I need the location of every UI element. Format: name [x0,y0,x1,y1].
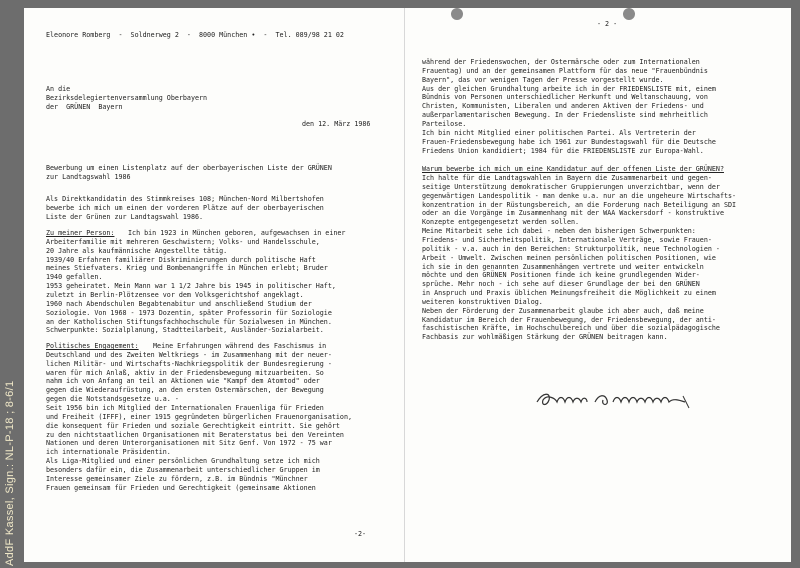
letter-date: den 12. März 1986 [302,120,371,128]
text-line: die konsequent für Frieden und soziale Gerechtigkeit eintritt. Sie gehört [46,421,340,430]
text-line: gegenwärtigen Landespolitik - man denke u.a. nur an die ungeheure Wirtschafts- [422,191,737,200]
text-line: Friedens Union kandidiert; 1984 für die FRIEDENSLISTE zur Europa-Wahl. [422,146,704,155]
text-line: lichen Militär- und Wirtschafts-Nachkriegspolitik der Bundesregierung - [46,359,332,368]
text-line: waren für mich Anlaß, aktiv in der Friedensbewegung mitzuarbeiten. So [46,368,324,377]
engagement-heading: Politisches Engagement: [46,342,139,350]
text-line: bewerbe ich mich um einen der vorderen Plätze auf der oberbayerischen [46,203,324,212]
text-line: Als Liga-Mitglied und einer persönlichen Grundhaltung setze ich mich [46,457,320,466]
text-line: Kandidatur im Bereich der Frauenbewegung, der Friedensbewegung, der anti- [422,315,716,324]
text-line: möchte und den GRÜNEN Positionen finde ich keine grundlegenden Wider- [422,271,700,280]
text-line: Schwerpunkte: Sozialplanung, Stadtteilarbeit, Ausländer-Sozialarbeit. [46,326,324,335]
text-line: 1953 geheiratet. Mein Mann war 1 1/2 Jahre bis 1945 in politischer Haft, [46,282,336,291]
text-line: konzentration in der Rüstungsbereich, an die Forderung nach Beteiligung an SDI [422,200,737,209]
text-line: Bayern", das vor wenigen Tagen der Presse vorgestellt wurde. [422,75,664,84]
text-line: Meine Erfahrungen während des Faschismus in [149,342,327,350]
punch-hole [623,8,635,20]
text-line: Ich bin 1923 in München geboren, aufgewachsen in einer [124,229,346,237]
right-page [404,8,791,562]
page-number-top: - 2 - [597,20,618,28]
text-line: Frauen-Friedensbewegung habe ich 1961 zur Bundestagswahl für die Deutsche [422,137,716,146]
text-line: Christen, Kommunisten, Liberalen und anderen Aktiven der Friedens- und [422,102,704,111]
text-line: außerparlamentarischen Bewegung. In der Friedensliste sind mehrheitlich [422,111,708,120]
text-line: Parteilose. [422,119,467,128]
text-line: Aus der gleichen Grundhaltung arbeite ich in der FRIEDENSLISTE mit, einem [422,84,716,93]
text-line: Konzepte entgegengesetzt werden sollen. [422,218,580,227]
address-line: An die [46,85,71,93]
text-line: Ich bin nicht Mitglied einer politischen Partei. Als Vertreterin der [422,128,696,137]
text-line: Fachbasis zur wohlmäßigen Stärkung der GRÜNEN beitragen kann. [422,333,668,342]
subject-line: zur Landtagswahl 1986 [46,173,131,181]
text-line: ich sie in den genannten Zusammenhängen vertrete und weiter entwickeln [422,262,704,271]
text-line: Soziologie. Von 1968 - 1973 Dozentin, später Professorin für Soziologie [46,308,332,317]
text-line: Deutschland und des Zweiten Weltkriegs - im Zusammenhang mit der neuer- [46,350,332,359]
text-line: Bündnis von Personen unterschiedlicher Herkunft und Weltanschauung, von [422,93,708,102]
subject-line: Bewerbung um einen Listenplatz auf der oberbayerischen Liste der GRÜNEN [46,164,332,172]
archive-stamp: AddF Kassel, Sign.: NL-P-18 ; 8-6/1 [4,380,16,566]
text-line: faschistischen Kräfte, im Hochschulbereich und über die sozialpädagogische [422,324,720,333]
punch-hole [451,8,463,20]
text-line: Interesse gemeinsamer Ziele zu fördern, z.B. im Bündnis "Münchner [46,474,308,483]
text-line: und Freiheit (IFFF), einer 1915 gegründeten bürgerlichen Frauenorganisation, [46,412,352,421]
text-line: politik - v.a. auch in den Bereichen: Strukturpolitik, neue Technologien - [422,244,720,253]
text-line: 20 Jahre als kaufmännische Angestellte tätig. [46,246,228,255]
page-number: -2- [354,530,367,538]
letterhead: Eleonore Romberg - Soldnerweg 2 - 8000 München • - Tel. 089/98 21 02 [46,31,344,39]
text-line: meines Stiefvaters. Krieg und Bombenangriffe in München erlebt; Bruder [46,264,328,273]
text-line: Frauen gemeinsam für Frieden und Gerechtigkeit (gemeinsame Aktionen [46,483,316,492]
address-line: Bezirksdelegiertenversammlung Oberbayern [46,94,208,102]
text-line: zuletzt in Berlin-Plötzensee vor dem Volksgerichtshof angeklagt. [46,290,304,299]
text-line: 1960 nach Abendschulen Begabtenabitur und anschließend Studium der [46,299,312,308]
person-heading: Zu meiner Person: [46,229,115,237]
text-line: Nationen und deren Unterorganisationen mit Sitz Genf. Von 1972 - 75 war [46,439,332,448]
question-heading: Warum bewerbe ich mich um eine Kandidatur auf der offenen Liste der GRÜNEN? [422,165,724,173]
text-line: seitige Unterstützung demokratischer Gruppierungen unverzichtbar, wenn der [422,182,720,191]
text-line: Neben der Förderung der Zusammenarbeit glaube ich aber auch, daß meine [422,306,704,315]
text-line: Arbeit - Umwelt. Zwischen meinen persönlichen politischen Positionen, wie [422,253,716,262]
text-line: Meine Mitarbeit sehe ich dabei - neben den bisherigen Schwerpunkten: [422,227,696,236]
text-line: gegen die Notstandsgesetze u.a. - [46,395,179,404]
text-line: 1939/40 Erfahren familiärer Diskriminierungen durch politische Haft [46,255,316,264]
text-line: ich internationale Präsidentin. [46,448,171,457]
text-line: 1940 gefallen. [46,273,103,282]
text-line: gegen die Wiederaufrüstung, an den ersten Ostermärschen, der Bewegung [46,386,324,395]
text-line: Ich halte für die Landtagswahlen in Bayern die Zusammenarbeit und gegen- [422,174,712,182]
text-line: in Anspruch und Praxis üblichen Meinungsfreiheit die Möglichkeit zu einem [422,289,716,298]
signature [533,386,693,412]
text-line: an der Katholischen Stiftungsfachhochschule für Sozialwesen in München. [46,317,332,326]
text-line: zu den nichtstaatlichen Organisationen mit Beraterstatus bei den Vereinten [46,430,344,439]
text-line: Friedens- und Sicherheitspolitik, Internationale Verträge, sowie Frauen- [422,235,712,244]
text-line: Liste der Grünen zur Landtagswahl 1986. [46,212,204,221]
left-page [24,8,404,562]
text-line: Frauentag) und an der gemeinsamen Plattform für das neue "Frauenbündnis [422,66,708,75]
text-line: sprüche. Mehr noch - ich sehe auf dieser Grundlage der bei den GRÜNEN [422,280,700,289]
text-line: weiteren konstruktiven Dialog. [422,297,543,306]
address-line: der GRÜNEN Bayern [46,103,123,111]
text-line: Arbeiterfamilie mit mehreren Geschwistern; Volks- und Handelsschule, [46,237,320,246]
text-line: während der Friedenswochen, der Ostermärsche oder zum Internationalen [422,58,700,66]
text-line: oder an die Vorgänge im Zusammenhang mit der WAA Wackersdorf - konstruktive [422,209,724,218]
text-line: besonders dafür ein, die Zusammenarbeit unterschiedlicher Gruppen im [46,465,320,474]
text-line: Seit 1956 bin ich Mitglied der Internationalen Frauenliga für Frieden [46,403,324,412]
text-line: nahm ich von Anfang an teil an Aktionen wie "Kampf dem Atomtod" oder [46,377,320,386]
text-line: Als Direktkandidatin des Stimmkreises 108; München-Nord Milbertshofen [46,195,324,203]
